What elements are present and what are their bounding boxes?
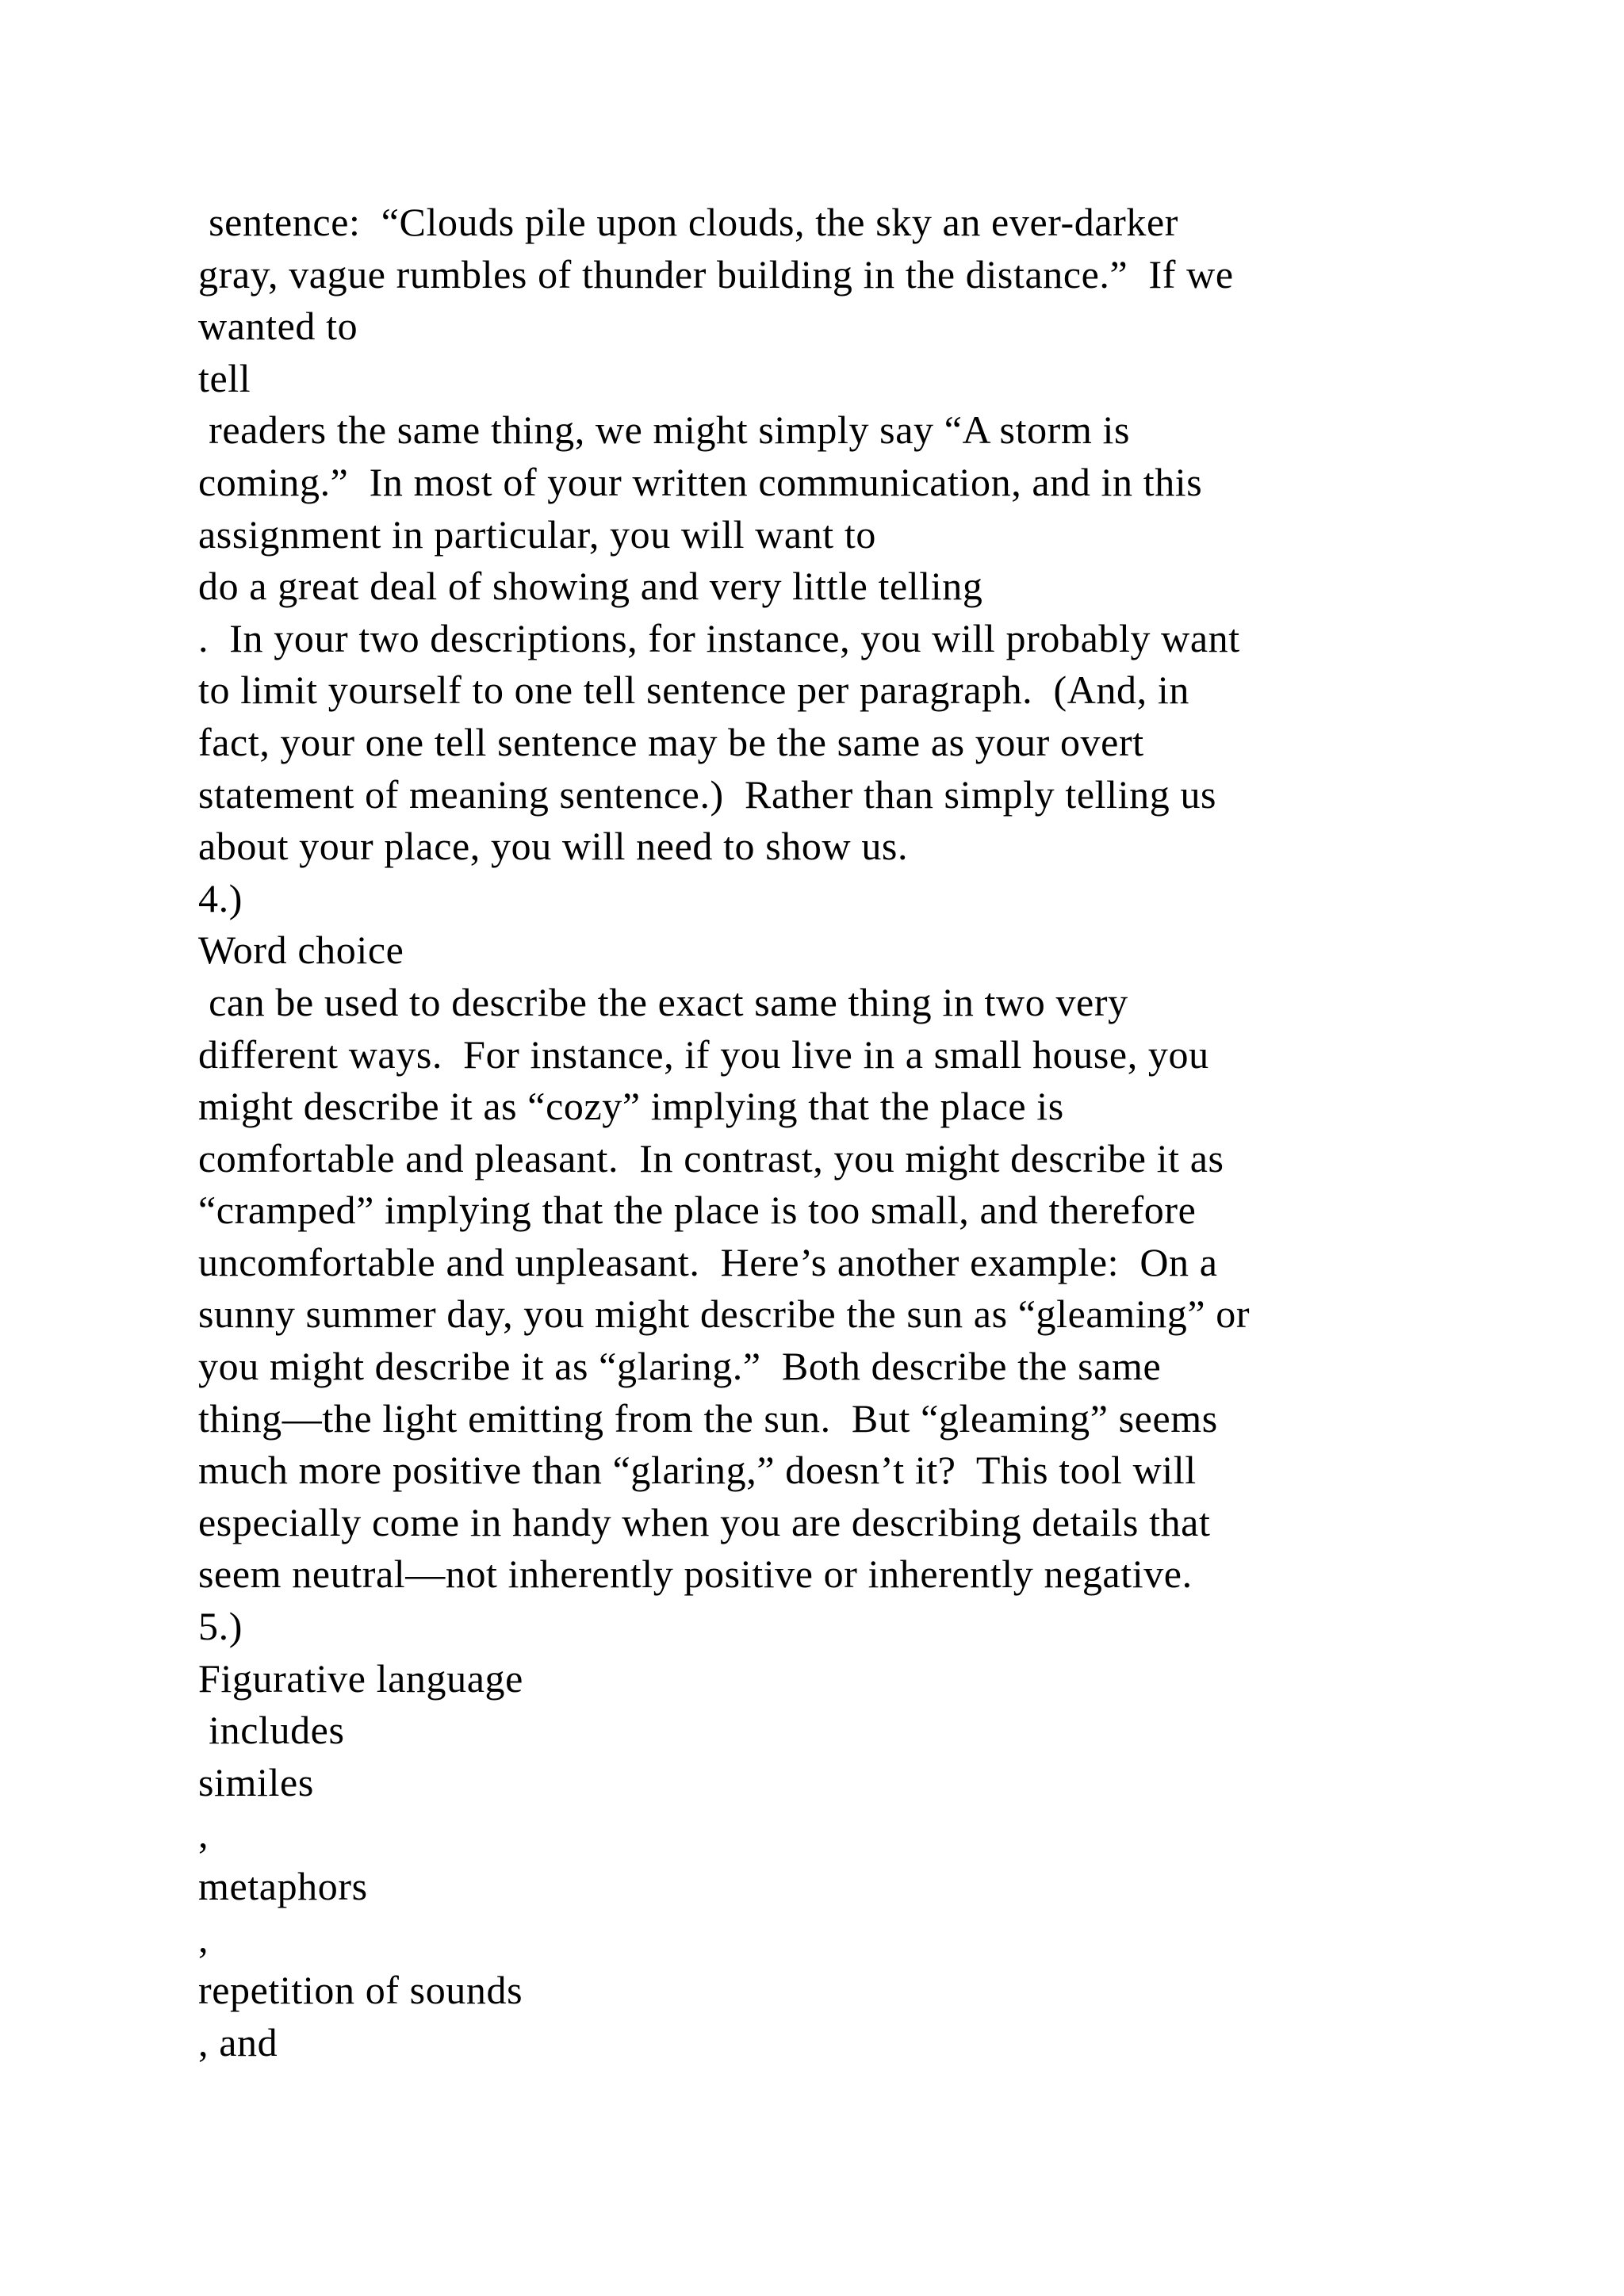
text-line: , and [198,2019,278,2064]
text-line: you might describe it as “glaring.” Both describe the same [198,1344,1162,1389]
text-line: different ways. For instance, if you live in a small house, you [198,1031,1209,1077]
text-line: , [198,1915,209,1961]
text-line: wanted to [198,304,358,349]
text-line: coming.” In most of your written communication, and in this [198,459,1203,504]
text-line: might describe it as “cozy” implying that the place is [198,1084,1064,1129]
text-line: gray, vague rumbles of thunder building in the distance.” If we [198,251,1234,297]
text-line: do a great deal of showing and very little telling [198,564,983,609]
text-line: to limit yourself to one tell sentence per paragraph. (And, in [198,668,1189,713]
text-line: tell [198,355,251,400]
term-figurative-language: Figurative language [198,1655,523,1701]
text-line: can be used to describe the exact same thing in two very [198,979,1128,1024]
text-line: about your place, you will need to show us. [198,824,909,869]
text-line: includes [198,1708,345,1753]
list-number-4: 4.) [198,875,243,920]
list-number-5: 5.) [198,1604,243,1649]
text-line: uncomfortable and unpleasant. Here’s another example: On a [198,1239,1218,1284]
text-line: especially come in handy when you are describing details that [198,1499,1211,1544]
term-repetition-of-sounds: repetition of sounds [198,1968,523,2013]
text-line: seem neutral—not inherently positive or inherently negative. [198,1552,1193,1597]
text-line: . In your two descriptions, for instance, you will probably want [198,615,1240,660]
document-body-text [198,197,1562,2068]
text-line: , [198,1812,209,1857]
text-line: sentence: “Clouds pile upon clouds, the sky an ever-darker [198,200,1179,244]
text-line: readers the same thing, we might simply say “A storm is [198,408,1131,453]
text-line: fact, your one tell sentence may be the same as your overt [198,719,1144,764]
text-line: sunny summer day, you might describe the sun as “gleaming” or [198,1292,1251,1337]
text-line: comfortable and pleasant. In contrast, you might describe it as [198,1135,1224,1181]
term-similes: similes [198,1759,314,1804]
text-line: much more positive than “glaring,” doesn’t it? This tool will [198,1448,1197,1493]
term-word-choice: Word choice [198,928,404,973]
text-line: thing—the light emitting from the sun. But “gleaming” seems [198,1395,1218,1441]
term-metaphors: metaphors [198,1864,368,1908]
text-line: statement of meaning sentence.) Rather than simply telling us [198,771,1217,817]
text-line: “cramped” implying that the place is too small, and therefore [198,1188,1197,1233]
text-line: assignment in particular, you will want to [198,511,876,557]
